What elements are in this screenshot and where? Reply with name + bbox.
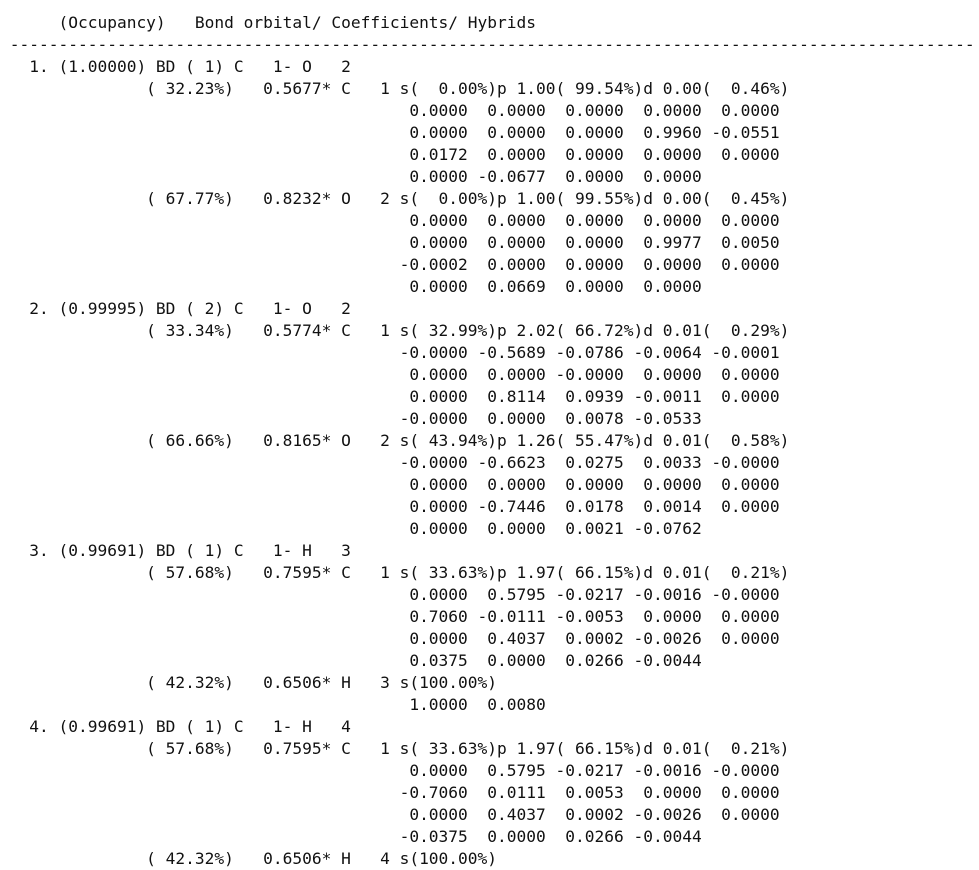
output-line: ( 33.34%) 0.5774* C 1 s( 32.99%)p 2.02( 66.72%)d 0.01( 0.29%)	[0, 321, 790, 340]
output-line: 0.0172 0.0000 0.0000 0.0000 0.0000	[0, 145, 780, 164]
output-line: 0.0375 0.0000 0.0266 -0.0044	[0, 651, 702, 670]
output-line: ( 57.68%) 0.7595* C 1 s( 33.63%)p 1.97( 66.15%)d 0.01( 0.21%)	[0, 739, 790, 758]
output-line: 0.0000 -0.7446 0.0178 0.0014 0.0000	[0, 497, 780, 516]
output-line: 0.0000 0.0000 0.0000 0.9977 0.0050	[0, 233, 780, 252]
output-line: 0.0000 -0.0677 0.0000 0.0000	[0, 167, 702, 186]
column-header: (Occupancy) Bond orbital/ Coefficients/ Hybrids	[0, 13, 537, 32]
output-line: 0.7060 -0.0111 -0.0053 0.0000 0.0000	[0, 607, 780, 626]
output-line: 0.0000 0.4037 0.0002 -0.0026 0.0000	[0, 805, 780, 824]
output-line: ( 42.32%) 0.6506* H 4 s(100.00%)	[0, 849, 498, 868]
output-line: 1. (1.00000) BD ( 1) C 1- O 2	[0, 57, 351, 76]
output-line: ( 42.32%) 0.6506* H 3 s(100.00%)	[0, 673, 498, 692]
output-line: 0.0000 0.5795 -0.0217 -0.0016 -0.0000	[0, 761, 780, 780]
output-line: -0.0000 0.0000 0.0078 -0.0533	[0, 409, 702, 428]
output-line: 0.0000 0.0000 0.0000 0.0000 0.0000	[0, 101, 780, 120]
output-line: 2. (0.99995) BD ( 2) C 1- O 2	[0, 299, 351, 318]
output-line: 0.0000 0.0000 0.0021 -0.0762	[0, 519, 702, 538]
output-line: -0.7060 0.0111 0.0053 0.0000 0.0000	[0, 783, 780, 802]
output-line: 0.0000 0.0000 0.0000 0.9960 -0.0551	[0, 123, 780, 142]
output-line: 3. (0.99691) BD ( 1) C 1- H 3	[0, 541, 351, 560]
output-line: 0.0000 0.0669 0.0000 0.0000	[0, 277, 702, 296]
output-line: ( 32.23%) 0.5677* C 1 s( 0.00%)p 1.00( 99.54%)d 0.00( 0.46%)	[0, 79, 790, 98]
output-line: ( 67.77%) 0.8232* O 2 s( 0.00%)p 1.00( 99.55%)d 0.00( 0.45%)	[0, 189, 790, 208]
output-line: -0.0375 0.0000 0.0266 -0.0044	[0, 827, 702, 846]
output-line: 0.0000 0.8114 0.0939 -0.0011 0.0000	[0, 387, 780, 406]
output-line: ( 57.68%) 0.7595* C 1 s( 33.63%)p 1.97( 66.15%)d 0.01( 0.21%)	[0, 563, 790, 582]
output-line: 0.0000 0.0000 0.0000 0.0000 0.0000	[0, 211, 780, 230]
output-line: 0.0000 0.5795 -0.0217 -0.0016 -0.0000	[0, 585, 780, 604]
output-line: 1.0000 0.0080	[0, 695, 546, 714]
output-line: ( 66.66%) 0.8165* O 2 s( 43.94%)p 1.26( 55.47%)d 0.01( 0.58%)	[0, 431, 790, 450]
output-line: 0.0000 0.0000 0.0000 0.0000 0.0000	[0, 475, 780, 494]
separator-line: ---------------------------------------------------------------------------------------------------	[0, 35, 975, 54]
output-line: -0.0002 0.0000 0.0000 0.0000 0.0000	[0, 255, 780, 274]
output-line: -0.0000 -0.6623 0.0275 0.0033 -0.0000	[0, 453, 780, 472]
output-line: 4. (0.99691) BD ( 1) C 1- H 4	[0, 717, 351, 736]
output-line: 0.0000 0.4037 0.0002 -0.0026 0.0000	[0, 629, 780, 648]
output-line: 0.0000 0.0000 -0.0000 0.0000 0.0000	[0, 365, 780, 384]
output-line: -0.0000 -0.5689 -0.0786 -0.0064 -0.0001	[0, 343, 780, 362]
